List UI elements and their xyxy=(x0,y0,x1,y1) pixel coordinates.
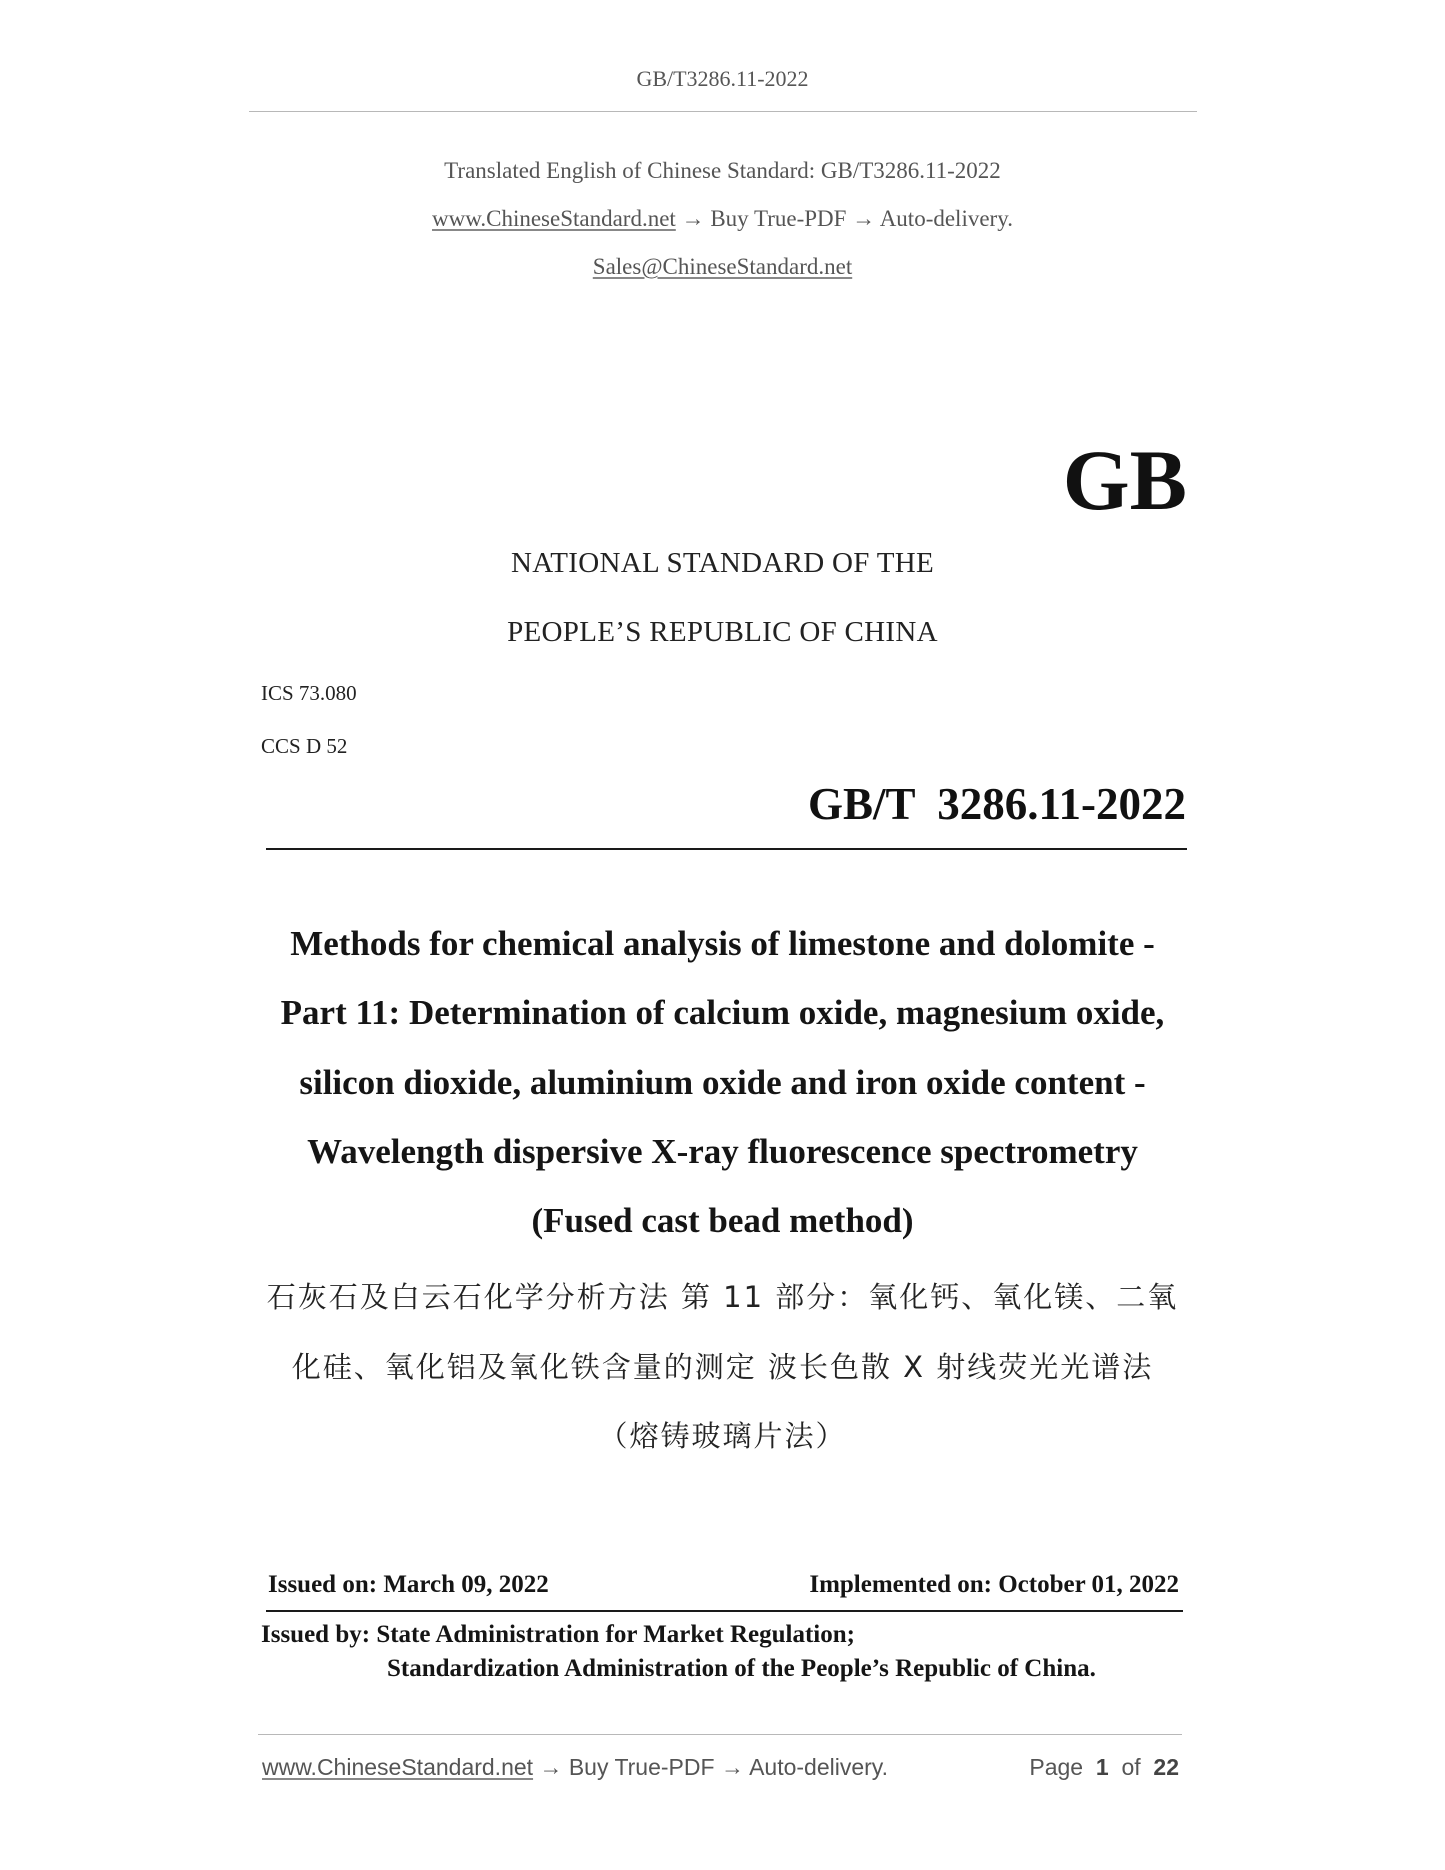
footer-website-link[interactable]: www.ChineseStandard.net xyxy=(262,1754,534,1780)
footer-divider xyxy=(258,1734,1182,1735)
english-title-line: Part 11: Determination of calcium oxide, magnesium oxide, xyxy=(280,993,1165,1032)
footer-delivery-text: Auto-delivery. xyxy=(749,1754,888,1780)
national-standard-line-2: PEOPLE’S REPUBLIC OF CHINA xyxy=(507,616,938,648)
total-page-count: 22 xyxy=(1153,1754,1179,1780)
footer-purchase-line xyxy=(262,1754,888,1781)
arrow-right-icon: → xyxy=(852,206,876,231)
ccs-code: CCS D 52 xyxy=(261,734,348,758)
english-title-line: (Fused cast bead method) xyxy=(531,1201,914,1240)
standard-number: GB/T 3286.11-2022 xyxy=(808,779,1186,829)
buy-true-pdf-text: Buy True-PDF xyxy=(710,206,847,231)
page-indicator xyxy=(1029,1754,1179,1781)
running-header: GB/T3286.11-2022 xyxy=(636,66,809,91)
english-title-line: Methods for chemical analysis of limestone and dolomite - xyxy=(290,924,1155,963)
implemented-on-date: Implemented on: October 01, 2022 xyxy=(809,1571,1179,1598)
arrow-right-icon: → xyxy=(681,206,705,231)
arrow-right-icon: → xyxy=(539,1754,563,1780)
standard-number-divider xyxy=(266,848,1187,850)
page-label: Page xyxy=(1029,1754,1084,1780)
current-page-number: 1 xyxy=(1095,1754,1109,1780)
english-title-line: Wavelength dispersive X-ray fluorescence spectrometry xyxy=(307,1132,1138,1171)
issued-by-line-1: Issued by: State Administration for Market Regulation; xyxy=(261,1621,855,1648)
national-standard-line-1: NATIONAL STANDARD OF THE xyxy=(511,547,934,579)
arrow-right-icon: → xyxy=(720,1754,744,1780)
issued-by-line-2: Standardization Administration of the People’s Republic of China. xyxy=(387,1655,1096,1682)
auto-delivery-text: Auto-delivery. xyxy=(879,206,1013,231)
chinese-title-line: 石灰石及白云石化学分析方法 第 11 部分：氧化钙、氧化镁、二氧 xyxy=(266,1280,1179,1314)
issued-on-date: Issued on: March 09, 2022 xyxy=(268,1571,549,1598)
footer-buy-text: Buy True-PDF xyxy=(568,1754,715,1780)
translated-notice: Translated English of Chinese Standard: GB/T3286.11-2022 xyxy=(444,158,1001,183)
english-title-line: silicon dioxide, aluminium oxide and iron oxide content - xyxy=(299,1063,1146,1102)
purchase-line xyxy=(0,206,1445,232)
gb-logo: GB xyxy=(1062,432,1187,528)
ics-code: ICS 73.080 xyxy=(261,681,357,705)
header-divider xyxy=(249,111,1197,112)
sales-email-link[interactable]: Sales@ChineseStandard.net xyxy=(592,254,853,279)
chinese-title-line: 化硅、氧化铝及氧化铁含量的测定 波长色散 X 射线荧光光谱法 xyxy=(291,1350,1154,1384)
issue-divider xyxy=(266,1610,1183,1612)
website-link[interactable]: www.ChineseStandard.net xyxy=(432,206,676,231)
chinese-title-line: （熔铸玻璃片法） xyxy=(598,1419,847,1453)
of-label: of xyxy=(1121,1754,1141,1780)
sales-line xyxy=(0,254,1445,280)
